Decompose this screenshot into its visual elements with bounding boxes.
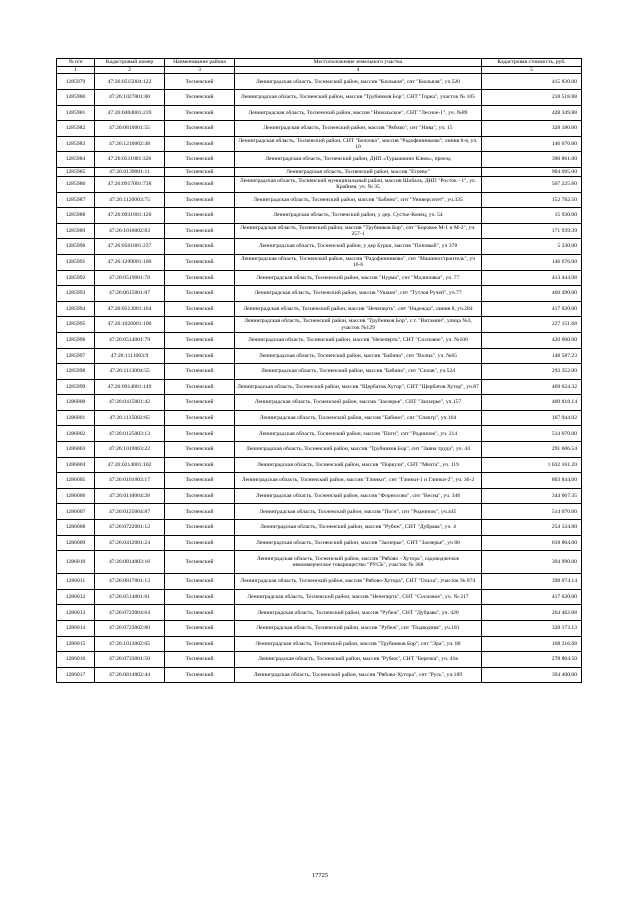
cadastral-cost: 168 316.68 — [482, 636, 582, 652]
district-name: Тосненский — [165, 286, 235, 302]
row-number: 1285991 — [57, 254, 95, 270]
table-row — [57, 426, 582, 442]
row-number: 1285989 — [57, 223, 95, 239]
cadastral-cost: 394 400.00 — [482, 667, 582, 683]
cadastral-cost: 904 095.00 — [482, 167, 582, 176]
cadastral-number: 47:26:0404001:239 — [95, 105, 165, 121]
district-name: Тосненский — [165, 223, 235, 239]
header-cadastral-number: Кадастровый номер — [95, 59, 165, 67]
table-row — [57, 457, 582, 473]
table-row — [57, 395, 582, 411]
header-index-5: 5 — [482, 67, 582, 74]
cadastral-number: 47:26:0513001:164 — [95, 301, 165, 317]
cadastral-cost: 390 861.00 — [482, 152, 582, 168]
location: Ленинградская область, Тосненский район, массив "Трубников Бор", снт "Заяна труда", уч. 44 — [235, 442, 482, 458]
row-number: 1286016 — [57, 652, 95, 668]
cadastral-number: 47:26:0514001:79 — [95, 332, 165, 348]
cadastral-number: 47:26:0917001:738 — [95, 176, 165, 192]
table-row — [57, 473, 582, 489]
location: Ленинградская область, Тосненский район, массив "Рябово-Хутора", снт "Русь", уч.189 — [235, 667, 482, 683]
row-number: 1285994 — [57, 301, 95, 317]
cadastral-number: 47:26:1209001:100 — [95, 254, 165, 270]
location: Ленинградская область, Тосненский район, массив "Глинки", снт "Глинки-1 и Глинки-2", уч. 36-2 — [235, 473, 482, 489]
table-row — [57, 504, 582, 520]
row-number: 1286000 — [57, 395, 95, 411]
row-number: 1285981 — [57, 105, 95, 121]
location: Ленинградская область, Тосненский район, у дер Бурки, массив "Поповый", уч 378 — [235, 239, 482, 255]
cadastral-number: 47:26:1120003:75 — [95, 192, 165, 208]
location: Ленинградская область, Тосненский район, у дер. Сустье-Конец, уч. 54 — [235, 208, 482, 224]
location: Ленинградская область, Тосненский район, массив "Бабино", снт "Университет", уч.335 — [235, 192, 482, 208]
cadastral-cost: 278 804.50 — [482, 652, 582, 668]
table-row — [57, 74, 582, 90]
header-index-3: 3 — [165, 67, 235, 74]
district-name: Тосненский — [165, 636, 235, 652]
table-row — [57, 520, 582, 536]
location: Ленинградская область, Тосненский район, массив "Рябово", снт "Нива", уч. 15 — [235, 121, 482, 137]
table-row — [57, 605, 582, 621]
district-name: Тосненский — [165, 667, 235, 683]
location: Ленинградская область, Тосненский район, массив "Кюльяля", снт "Кюльяля", уч 520 — [235, 74, 482, 90]
district-name: Тосненский — [165, 348, 235, 364]
cadastral-cost: 148 587.23 — [482, 348, 582, 364]
row-number: 1286002 — [57, 426, 95, 442]
cadastral-number: 47:26:1019003:22 — [95, 442, 165, 458]
row-number: 1286010 — [57, 551, 95, 574]
cadastral-number: 47:26:1013002:65 — [95, 636, 165, 652]
header-district: Наименование района — [165, 59, 235, 67]
cadastral-cost: 171 939.39 — [482, 223, 582, 239]
cadastral-cost: 218 518.88 — [482, 90, 582, 106]
location: Ленинградская область, Тосненский район, массив "Радофинниково", снт "Машиностроитель", уч 16-6 — [235, 254, 482, 270]
table-row — [57, 332, 582, 348]
header-index-1: 1 — [57, 67, 95, 74]
table-row — [57, 286, 582, 302]
table-row — [57, 348, 582, 364]
table-row — [57, 652, 582, 668]
location: Ленинградская область, Тосненский район, массив "Рябово - Хутора", садоводческое некоммерческое товарищество "РУСЬ", участок № 368 — [235, 551, 482, 574]
cadastral-cost: 344 067.35 — [482, 488, 582, 504]
cadastral-number: 47:26:0139001:11 — [95, 167, 165, 176]
district-name: Тосненский — [165, 239, 235, 255]
district-name: Тосненский — [165, 270, 235, 286]
cadastral-cost: 428 349.88 — [482, 105, 582, 121]
district-name: Тосненский — [165, 332, 235, 348]
cadastral-number: 47:26:0514001:61 — [95, 589, 165, 605]
district-name: Тосненский — [165, 167, 235, 176]
cadastral-number: 47:26:1026001:100 — [95, 317, 165, 333]
row-number: 1285985 — [57, 167, 95, 176]
district-name: Тосненский — [165, 442, 235, 458]
cadastral-number: 47:26:0615001:87 — [95, 286, 165, 302]
cadastral-number: 47:26:0723002:80 — [95, 621, 165, 637]
cadastral-cost: 328 173.13 — [482, 621, 582, 637]
row-number: 1285995 — [57, 317, 95, 333]
cadastral-number: 47:26:1111003:9 — [95, 348, 165, 364]
cadastral-cost: 400 818.14 — [482, 395, 582, 411]
table-row — [57, 317, 582, 333]
cadastral-number: 47:26:0412001:24 — [95, 535, 165, 551]
row-number: 1286005 — [57, 473, 95, 489]
cadastral-number: 47:26:0214001:102 — [95, 457, 165, 473]
cadastral-cost: 254 124.80 — [482, 520, 582, 536]
location: Ленинградская область, Тосненский район, массив "Погн", снт "Родничок", уч. 214 — [235, 426, 482, 442]
row-number: 1286001 — [57, 410, 95, 426]
district-name: Тосненский — [165, 254, 235, 270]
cadastral-cost: 167 944.02 — [482, 410, 582, 426]
district-name: Тосненский — [165, 605, 235, 621]
location: Ленинградская область, Тосненский район, массив "Щербатов Хутор", СНТ "Щербатов Хутор", уч.87 — [235, 379, 482, 395]
district-name: Тосненский — [165, 317, 235, 333]
cadastral-number: 47:26:0733001:50 — [95, 652, 165, 668]
district-name: Тосненский — [165, 473, 235, 489]
table-row — [57, 192, 582, 208]
table-row — [57, 589, 582, 605]
header-index-2: 2 — [95, 67, 165, 74]
location: Ленинградская область, Тосненский район, СНТ "Белочка", массив "Радофинниково", линия 8-я, уч. 10 — [235, 136, 482, 152]
district-name: Тосненский — [165, 589, 235, 605]
location: Ленинградская область, Тосненский район, массив "Бабино", снт "Волна", уч. №65 — [235, 348, 482, 364]
cadastral-table — [56, 58, 582, 683]
table-row — [57, 223, 582, 239]
row-number: 1286004 — [57, 457, 95, 473]
table-header — [57, 59, 582, 74]
district-name: Тосненский — [165, 121, 235, 137]
district-name: Тосненский — [165, 74, 235, 90]
location: Ленинградская область, Тосненский район, массив "Трубников Бор", с.т. "Витамин", улица №3, участок №129 — [235, 317, 482, 333]
cadastral-number: 47:26:0817001:13 — [95, 574, 165, 590]
table-row — [57, 90, 582, 106]
location: Ленинградская область, Тосненский район, массив "Бабино", снт "Спектр", уч.164 — [235, 410, 482, 426]
cadastral-number: 47:26:0914001:149 — [95, 379, 165, 395]
cadastral-cost: 152 782.50 — [482, 192, 582, 208]
location: Ленинградская область, Тосненский район, массив "Нечеперть", снт "Надежда", линия 8, уч.284 — [235, 301, 482, 317]
cadastral-cost: 1 032 161.20 — [482, 457, 582, 473]
cadastral-number: 47:26:0415001:42 — [95, 395, 165, 411]
district-name: Тосненский — [165, 621, 235, 637]
cadastral-number: 47:26:0101003:17 — [95, 473, 165, 489]
district-name: Тосненский — [165, 426, 235, 442]
row-number: 1286008 — [57, 520, 95, 536]
table-row — [57, 270, 582, 286]
row-number: 1285987 — [57, 192, 95, 208]
location: Ленинградская область, Тосненский район, массив "Трубников Бор", СНТ "Горка", участок № 105 — [235, 90, 482, 106]
cadastral-number: 47:26:0515004:122 — [95, 74, 165, 90]
cadastral-cost: 394 990.00 — [482, 551, 582, 574]
cadastral-cost: 417 620.00 — [482, 589, 582, 605]
district-name: Тосненский — [165, 652, 235, 668]
district-name: Тосненский — [165, 208, 235, 224]
cadastral-number: 47:26:0722004:64 — [95, 605, 165, 621]
cadastral-cost: 413 444.98 — [482, 270, 582, 286]
cadastral-number: 47:26:0519001:78 — [95, 270, 165, 286]
cadastral-cost: 420 000.00 — [482, 332, 582, 348]
cadastral-cost: 803 844.00 — [482, 473, 582, 489]
row-number: 1285986 — [57, 176, 95, 192]
row-number: 1285982 — [57, 121, 95, 137]
cadastral-cost: 469 624.32 — [482, 379, 582, 395]
cadastral-number: 47:26:0110004:28 — [95, 488, 165, 504]
row-number: 1286007 — [57, 504, 95, 520]
location: Ленинградская область, Тосненский район, массив "Рябово-Хутора", СНТ "Ольха", участок № 874 — [235, 574, 482, 590]
location: Ленинградская область, Тосненский район, массив "Рубеж", СНТ "Березка", уч. 41в — [235, 652, 482, 668]
location: Ленинградская область, Тосненский район, массив "Заозерье", СНТ "Заозерье", уч 80 — [235, 535, 482, 551]
row-number: 1285998 — [57, 364, 95, 380]
cadastral-cost: 291 606.54 — [482, 442, 582, 458]
location: Ленинградская область, Тосненский район, массив "Нурма", снт "Малиновка", уч. 77 — [235, 270, 482, 286]
cadastral-cost: 146 676.00 — [482, 254, 582, 270]
cadastral-cost: 227 151.68 — [482, 317, 582, 333]
row-number: 1285999 — [57, 379, 95, 395]
district-name: Тосненский — [165, 457, 235, 473]
cadastral-cost: 328 180.00 — [482, 121, 582, 137]
cadastral-number: 47:26:0814003:16 — [95, 551, 165, 574]
header-index-4: 4 — [235, 67, 482, 74]
cadastral-number: 47:26:0814002:44 — [95, 667, 165, 683]
cadastral-cost: 507 225.60 — [482, 176, 582, 192]
row-number: 1285990 — [57, 239, 95, 255]
header-number: № п/п — [57, 59, 95, 67]
header-location: Местоположение земельного участка — [235, 59, 482, 67]
cadastral-cost: 514 070.00 — [482, 504, 582, 520]
table-row — [57, 364, 582, 380]
table-body — [57, 74, 582, 683]
row-number: 1285979 — [57, 74, 95, 90]
row-number: 1286015 — [57, 636, 95, 652]
district-name: Тосненский — [165, 520, 235, 536]
district-name: Тосненский — [165, 152, 235, 168]
header-cost: Кадастровая стоимость, руб. — [482, 59, 582, 67]
cadastral-cost: 514 070.00 — [482, 426, 582, 442]
cadastral-number: 47:26:0501001:237 — [95, 239, 165, 255]
location: Ленинградская область, Тосненский район, массив "Рубеж", СНТ "Дубрава", уч. 420 — [235, 605, 482, 621]
row-number: 1286006 — [57, 488, 95, 504]
row-number: 1286014 — [57, 621, 95, 637]
table-row — [57, 152, 582, 168]
location: Ленинградская область, Тосненский район, массив "Трубников Бор", снт "Боровое М-1 и М-2", уч. 257-1 — [235, 223, 482, 239]
row-number: 1285996 — [57, 332, 95, 348]
district-name: Тосненский — [165, 535, 235, 551]
district-name: Тосненский — [165, 364, 235, 380]
table-row — [57, 574, 582, 590]
location: Ленинградская область, Тосненский район, массив "Нечеперть", СНТ "Сосновое", уч. №100 — [235, 332, 482, 348]
table-row — [57, 136, 582, 152]
location: Ленинградская область, Тосненский район, массив "Рубеж", СНТ "Дубрава", уч. 4 — [235, 520, 482, 536]
table-row — [57, 254, 582, 270]
row-number: 1285992 — [57, 270, 95, 286]
cadastral-number: 47:26:0511001:326 — [95, 152, 165, 168]
cadastral-number: 47:26:0125004:87 — [95, 504, 165, 520]
table-row — [57, 442, 582, 458]
location: Ленинградская область, Тосненский район, массив "Егоево" — [235, 167, 482, 176]
table-row — [57, 105, 582, 121]
table-row — [57, 621, 582, 637]
row-number: 1286012 — [57, 589, 95, 605]
district-name: Тосненский — [165, 504, 235, 520]
table-row — [57, 410, 582, 426]
location: Ленинградская область, Тосненский район, массив "Трубников Бор", снт "Эра", уч. 80 — [235, 636, 482, 652]
row-number: 1286009 — [57, 535, 95, 551]
location: Ленинградская область, Тосненский район, массив "Форносово", снт "Весна", уч. 346 — [235, 488, 482, 504]
table-row — [57, 535, 582, 551]
table-row — [57, 667, 582, 683]
location: Ленинградская область, Тосненский район, массив "Погн", снт "Родничок", уч.445 — [235, 504, 482, 520]
cadastral-cost: 15 930.00 — [482, 208, 582, 224]
cadastral-cost: 618 804.00 — [482, 535, 582, 551]
cadastral-number: 47:26:1027001:80 — [95, 90, 165, 106]
cadastral-number: 47:26:0810001:55 — [95, 121, 165, 137]
table-row — [57, 176, 582, 192]
district-name: Тосненский — [165, 301, 235, 317]
district-name: Тосненский — [165, 488, 235, 504]
table-row — [57, 208, 582, 224]
location: Ленинградская область, Тосненский район, массив "Бабино", снт "Сплав", уч.524 — [235, 364, 482, 380]
row-number: 1285984 — [57, 152, 95, 168]
row-number: 1285983 — [57, 136, 95, 152]
row-number: 1286017 — [57, 667, 95, 683]
district-name: Тосненский — [165, 379, 235, 395]
row-number: 1286003 — [57, 442, 95, 458]
cadastral-number: 47:26:0722001:12 — [95, 520, 165, 536]
row-number: 1286011 — [57, 574, 95, 590]
location: Ленинградская область, Тосненский район, массив "Ушаки", снт "Тутлов Ручей", уч.77 — [235, 286, 482, 302]
table-row — [57, 121, 582, 137]
cadastral-number: 47:26:1113004:55 — [95, 364, 165, 380]
cadastral-cost: 415 830.00 — [482, 74, 582, 90]
row-number: 1286013 — [57, 605, 95, 621]
page-number: 17725 — [311, 872, 329, 879]
district-name: Тосненский — [165, 176, 235, 192]
cadastral-cost: 460 490.00 — [482, 286, 582, 302]
district-name: Тосненский — [165, 105, 235, 121]
cadastral-cost: 417 020.00 — [482, 301, 582, 317]
district-name: Тосненский — [165, 395, 235, 411]
district-name: Тосненский — [165, 551, 235, 574]
cadastral-cost: 293 352.00 — [482, 364, 582, 380]
table-row — [57, 301, 582, 317]
district-name: Тосненский — [165, 90, 235, 106]
location: Ленинградская область, Тосненский район, массив "Поркузи", СНТ "Мечта", уч. 119 — [235, 457, 482, 473]
table-row — [57, 167, 582, 176]
cadastral-number: 47:26:1115002:65 — [95, 410, 165, 426]
row-number: 1285993 — [57, 286, 95, 302]
cadastral-number: 47:26:1210002:48 — [95, 136, 165, 152]
table-row — [57, 488, 582, 504]
row-number: 1285988 — [57, 208, 95, 224]
row-number: 1285980 — [57, 90, 95, 106]
district-name: Тосненский — [165, 410, 235, 426]
location: Ленинградская область, Тосненский район, массив "Рубеж", снт "Подводник", уч.181 — [235, 621, 482, 637]
location: Ленинградская область, Тосненский район, массив "Никольское", СНТ "Лесное-1", уч. №89 — [235, 105, 482, 121]
cadastral-number: 47:26:1016002:83 — [95, 223, 165, 239]
row-number: 1285997 — [57, 348, 95, 364]
location: Ленинградская область, Тосненский район, массив "Нечеперть", СНТ "Сосновое", уч. № 217 — [235, 589, 482, 605]
district-name: Тосненский — [165, 574, 235, 590]
location: Ленинградская область, Тосненский муниципальный район, массив Шобаль, ДНП "Росток - 1", ул. Крайняя, уч. № 35 — [235, 176, 482, 192]
location: Ленинградская область, Тосненский район, ДНП «Турышкино Клюк», проезд — [235, 152, 482, 168]
cadastral-cost: 264 462.08 — [482, 605, 582, 621]
location: Ленинградская область, Тосненский район, массив "Заозерье", СНТ "Заозерье", уч.157 — [235, 395, 482, 411]
cadastral-number: 47:26:0125003:13 — [95, 426, 165, 442]
table-row — [57, 551, 582, 574]
cadastral-number: 47:26:0931001:120 — [95, 208, 165, 224]
document-page — [56, 58, 581, 683]
cadastral-cost: 398 074.14 — [482, 574, 582, 590]
table-row — [57, 636, 582, 652]
cadastral-cost: 146 676.00 — [482, 136, 582, 152]
district-name: Тосненский — [165, 136, 235, 152]
table-row — [57, 379, 582, 395]
table-row — [57, 239, 582, 255]
cadastral-cost: 5 330.00 — [482, 239, 582, 255]
district-name: Тосненский — [165, 192, 235, 208]
